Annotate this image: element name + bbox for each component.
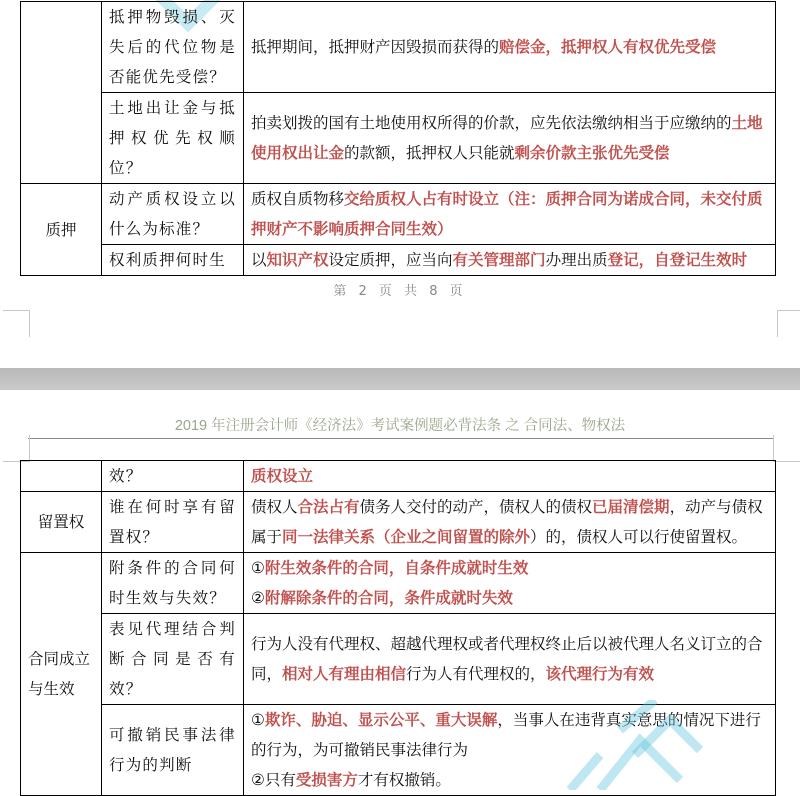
question-cell: 土地出让金与抵押权优先权顺位？ (102, 93, 244, 184)
law-table-page-3 (20, 460, 776, 796)
question-cell: 权利质押何时生 (102, 245, 244, 276)
table-row (21, 614, 776, 705)
crop-mark-bottom-left (3, 310, 30, 337)
category-cell: 质押 (21, 184, 102, 276)
answer-cell (244, 705, 776, 796)
answer-line: ①欺诈、胁迫、显示公平、重大误解，当事人在违背真实意思的情况下进行的行为，为可撤销民事法律行为 (251, 711, 761, 759)
law-table-page-2 (20, 1, 776, 276)
category-cell (21, 461, 102, 492)
header-divider (28, 438, 773, 439)
question-cell: 效？ (102, 461, 244, 492)
answer-cell: 质权自质物移交给质权人占有时设立（注：质押合同为诺成合同，未交付质押财产不影响质押合同生效） (244, 184, 776, 245)
answer-cell: 质权设立 (244, 461, 776, 492)
question-cell: 谁在何时享有留置权？ (102, 492, 244, 553)
table-row (21, 184, 776, 245)
question-cell: 抵押物毁损、灭失后的代位物是否能优先受偿？ (102, 2, 244, 93)
table-row (21, 245, 776, 276)
table-row (21, 492, 776, 553)
answer-line: ①附生效条件的合同，自条件成就时生效 (251, 559, 529, 577)
answer-cell (244, 553, 776, 614)
answer-cell: 债权人合法占有债务人交付的动产，债权人的债权已届清偿期，动产与债权属于同一法律关系（企业之间留置的除外）的，债权人可以行使留置权。 (244, 492, 776, 553)
answer-cell: 拍卖划拨的国有土地使用权所得的价款，应先依法缴纳相当于应缴纳的土地使用权出让金的款额，抵押权人只能就剩余价款主张优先受偿 (244, 93, 776, 184)
page-gap (0, 368, 800, 390)
crop-mark-top-left (3, 435, 30, 462)
answer-cell: 行为人没有代理权、超越代理权或者代理权终止后以被代理人名义订立的合同，相对人有理由相信行为人有代理权的，该代理行为有效 (244, 614, 776, 705)
page-number-footer: 第 2 页 共 8 页 (333, 284, 467, 299)
answer-line: ②附解除条件的合同，条件成就时失效 (251, 589, 513, 607)
question-cell: 可撤销民事法律行为的判断 (102, 705, 244, 796)
document-page-2 (0, 0, 800, 368)
question-cell: 附条件的合同何时生效与失效？ (102, 553, 244, 614)
table-row (21, 705, 776, 796)
table-row (21, 93, 776, 184)
question-cell: 表见代理结合判断合同是否有效？ (102, 614, 244, 705)
table-row (21, 553, 776, 614)
answer-line: ②只有受损害方才有权撤销。 (251, 771, 451, 789)
crop-mark-top-right (773, 435, 800, 462)
document-page-3 (0, 390, 800, 789)
question-cell: 动产质权设立以什么为标准？ (102, 184, 244, 245)
category-cell (21, 2, 102, 184)
table-row (21, 461, 776, 492)
answer-cell: 抵押期间，抵押财产因毁损而获得的赔偿金，抵押权人有权优先受偿 (244, 2, 776, 93)
page-header-title: 2019 年注册会计师《经济法》考试案例题必背法条 之 合同法、物权法 (174, 418, 626, 434)
category-cell: 合同成立与生效 (21, 553, 102, 796)
answer-cell: 以知识产权设定质押，应当向有关管理部门办理出质登记，自登记生效时 (244, 245, 776, 276)
crop-mark-bottom-right (777, 310, 800, 337)
table-row (21, 2, 776, 93)
category-cell: 留置权 (21, 492, 102, 553)
